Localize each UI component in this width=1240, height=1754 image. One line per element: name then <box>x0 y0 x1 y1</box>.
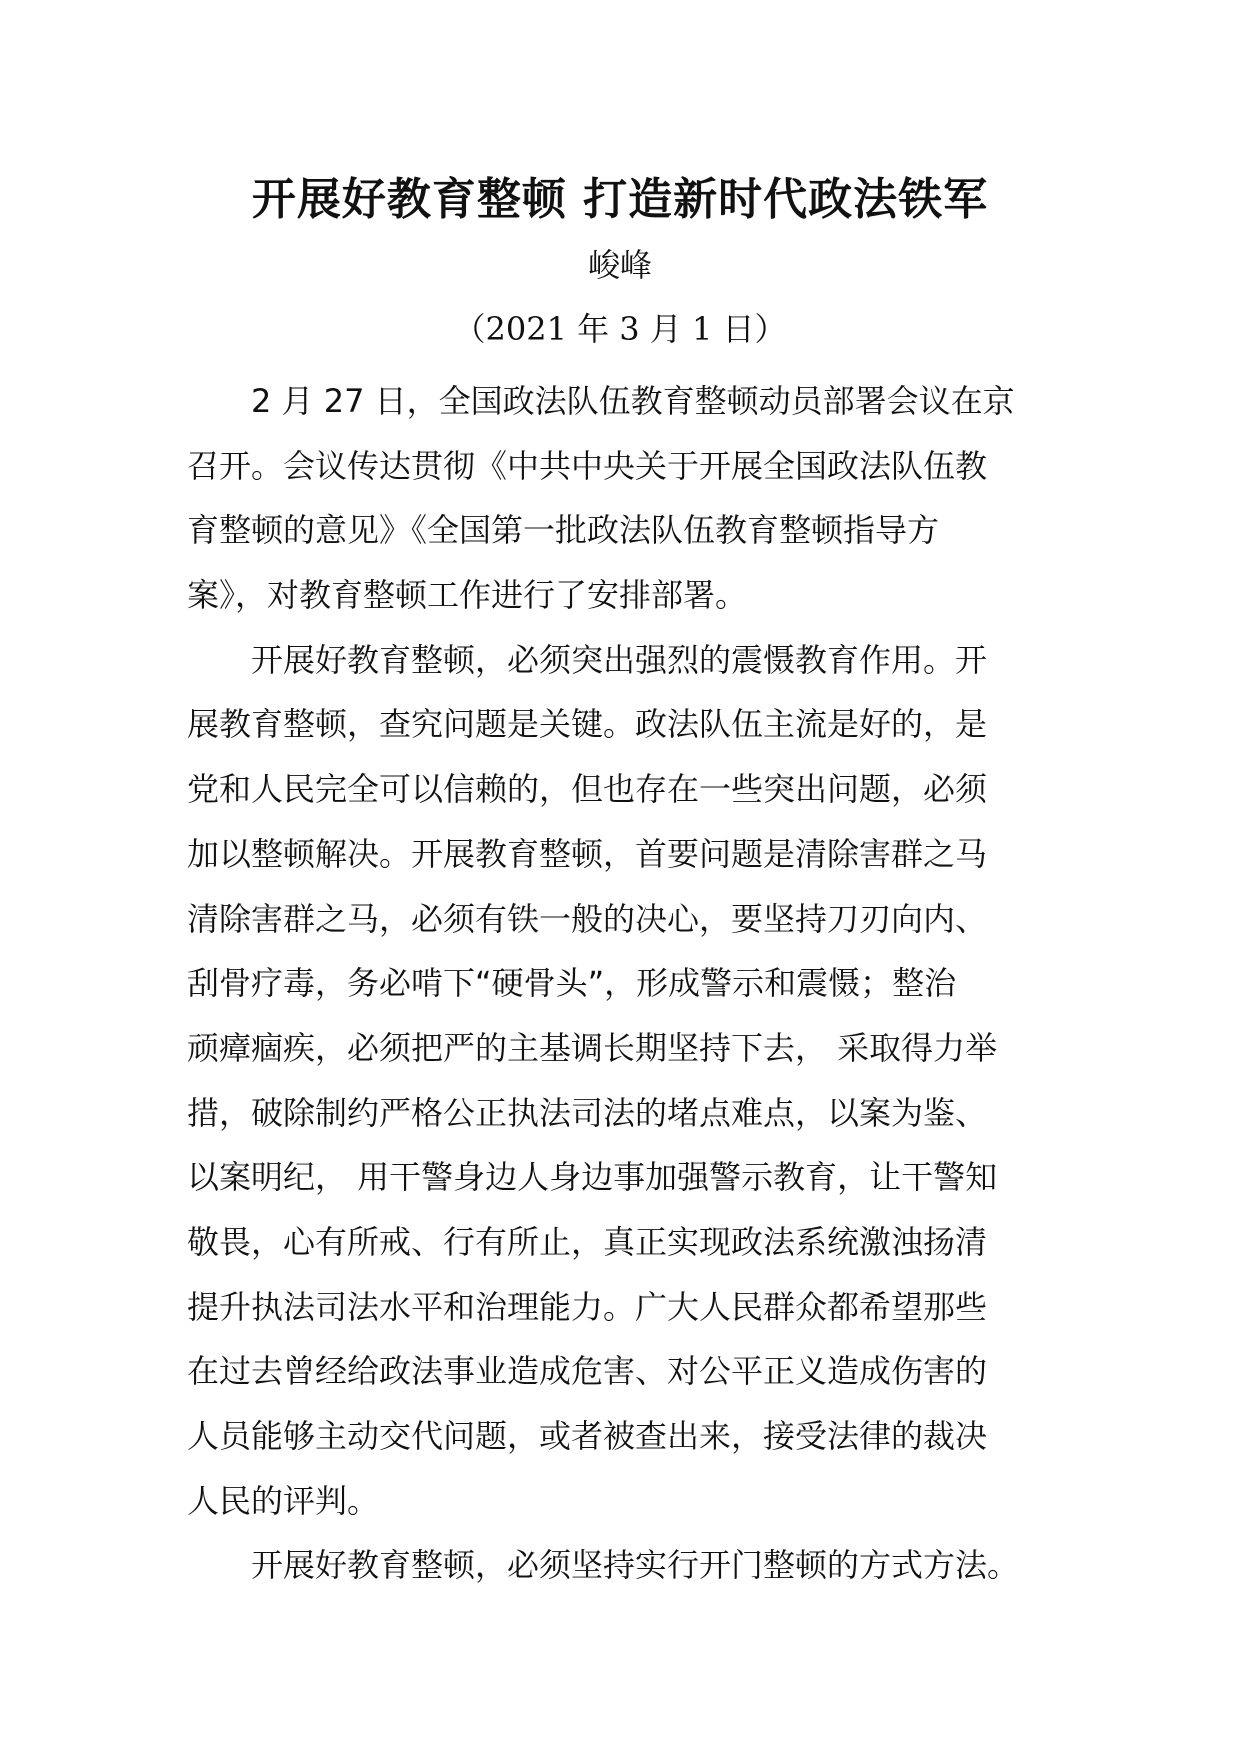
body-line: 开展好教育整顿，必须坚持实行开门整顿的方式方法。 <box>251 1546 1020 1585</box>
body-line: 措，破除制约严格公正执法司法的堵点难点，以案为鉴、 <box>187 1093 988 1132</box>
body-line: 顽瘴痼疾，必须把严的主基调长期坚持下去， 采取得力举 <box>187 1028 998 1067</box>
body-line: 育整顿的意见》《全国第一批政法队伍教育整顿指导方 <box>187 511 940 550</box>
body-line: 清除害群之马，必须有铁一般的决心，要坚持刀刃向内、 <box>187 899 988 938</box>
body-line: 以案明纪， 用干警身边人身边事加强警示教育，让干警知 <box>187 1158 998 1197</box>
body-line: 召开。会议传达贯彻《中共中央关于开展全国政法队伍教 <box>187 446 988 485</box>
body-line: 党和人民完全可以信赖的，但也存在一些突出问题，必须 <box>187 770 988 809</box>
document-date: （2021 年 3 月 1 日） <box>453 310 787 348</box>
body-line: 刮骨疗毒，务必啃下“硬骨头”，形成警示和震慑；整治 <box>187 964 957 1003</box>
body-line: 提升执法司法水平和治理能力。广大人民群众都希望那些 <box>187 1287 988 1326</box>
body-line: 人民的评判。 <box>187 1481 380 1520</box>
document-body <box>187 369 1067 1598</box>
body-line: 敬畏，心有所戒、行有所止，真正实现政法系统激浊扬清 <box>187 1222 988 1261</box>
body-line: 加以整顿解决。开展教育整顿，首要问题是清除害群之马 <box>187 834 988 873</box>
document-author: 峻峰 <box>587 246 652 284</box>
body-line: 在过去曾经给政法事业造成危害、对公平正义造成伤害的 <box>187 1352 988 1391</box>
body-line: 人员能够主动交代问题，或者被查出来，接受法律的裁决 <box>187 1417 988 1455</box>
body-line: 2 月 27 日，全国政法队伍教育整顿动员部署会议在京 <box>251 382 1015 420</box>
body-line: 开展好教育整顿，必须突出强烈的震慑教育作用。开 <box>251 640 988 679</box>
body-line: 展教育整顿，查究问题是关键。政法队伍主流是好的，是 <box>187 705 988 744</box>
document-title: 开展好教育整顿 打造新时代政法铁军 <box>251 174 989 225</box>
body-line: 案》，对教育整顿工作进行了安排部署。 <box>187 576 748 615</box>
